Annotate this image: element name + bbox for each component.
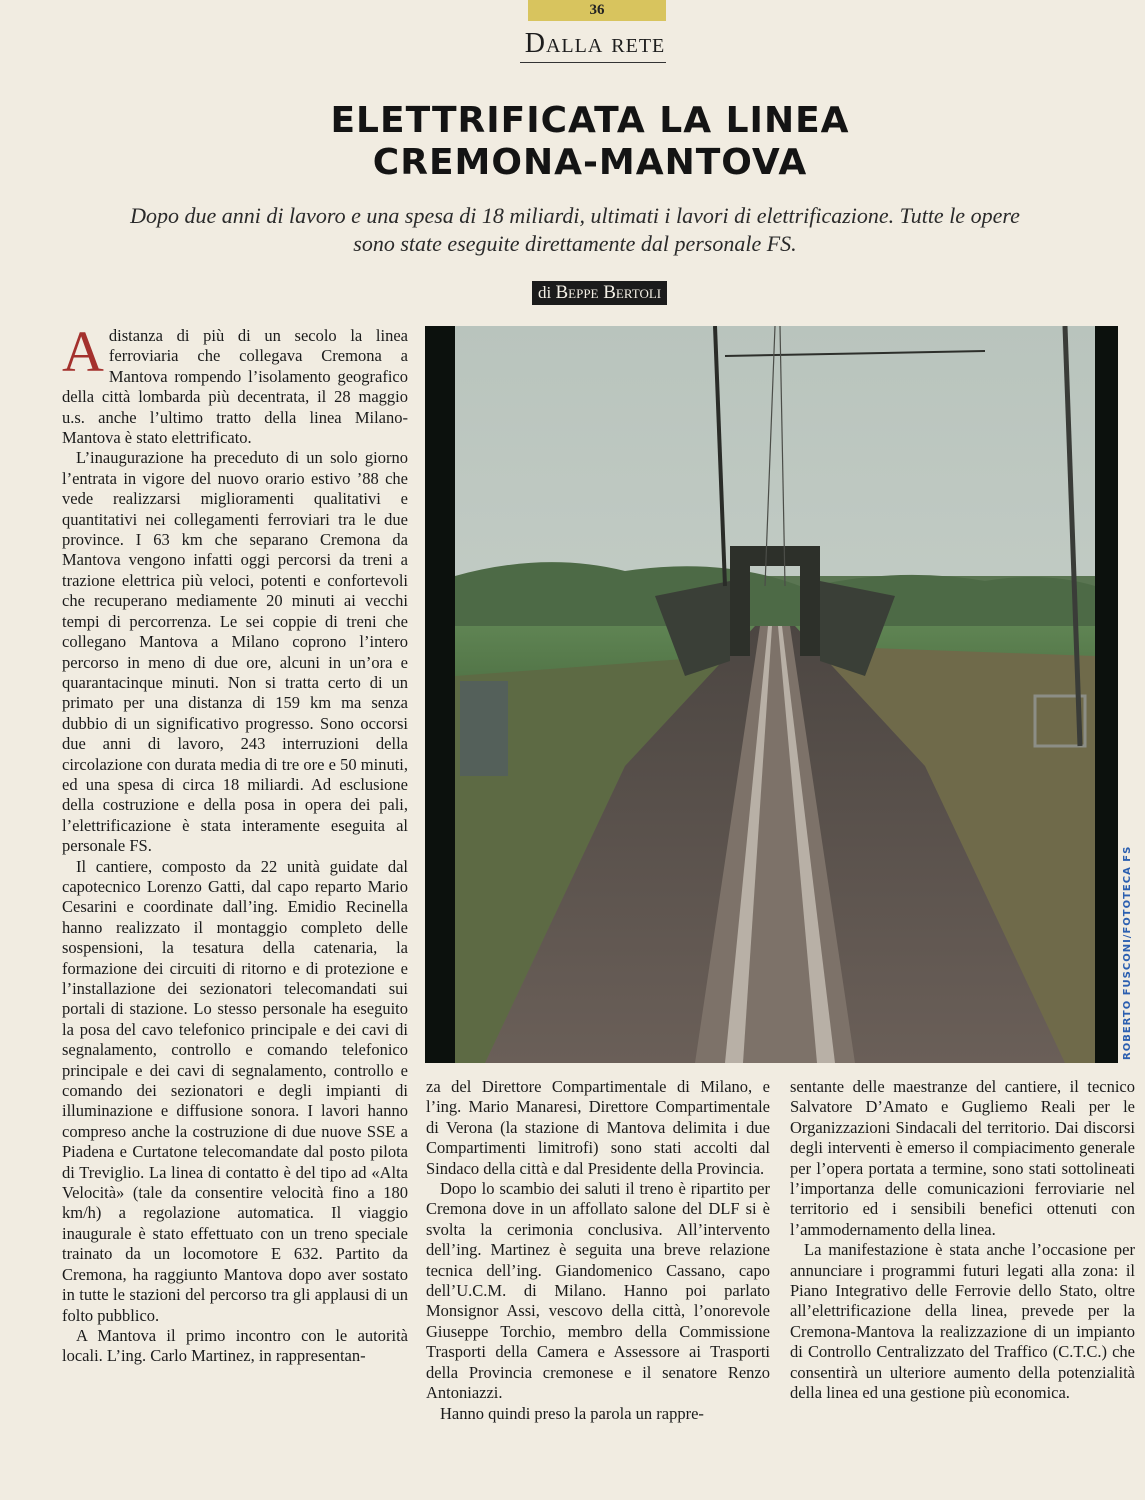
page-number: 36 — [528, 0, 666, 21]
article-column-2 — [426, 1077, 770, 1424]
drop-cap: A — [62, 319, 104, 384]
article-column-3 — [790, 1077, 1135, 1404]
section-title: Dalla rete — [524, 28, 666, 59]
paragraph: Hanno quindi preso la parola un rappre- — [440, 1403, 704, 1423]
paragraph: A Mantova il primo incontro con le autorità locali. L’ing. Carlo Martinez, in rappresentan- — [62, 1325, 408, 1366]
paragraph: Dopo lo scambio dei saluti il treno è ripartito per Cremona dove in un affollato salone del DLF si è svolta la cerimonia conclusiva. All’intervento dell’ing. Martinez è seguita una breve relazione tecnica dell’ing. Giandomenico Cassano, capo dell’U.C.M. di Milano. Hanno poi parlato Monsignor Assi, vescovo della città, l’onorevole Giuseppe Torchio, membro della Commissione Trasporti della Camera e Assessore ai Trasporti della Provincia cremonese e il senatore Renzo Antoniazzi. — [426, 1179, 770, 1403]
paragraph: sentante delle maestranze del cantiere, il tecnico Salvatore D’Amato e Gugliemo Reali per le Organizzazioni Sindacali del territorio. Dai discorsi degli interventi è emerso il compiacimento generale per l’opera portata a termine, sono stati sottolineati l’importanza delle comunicazioni ferroviarie nel territorio ed i sensibili benefici ottenuti con l’ammodernamento della linea. — [790, 1077, 1135, 1239]
byline-prefix: di — [538, 283, 552, 302]
headline — [180, 100, 1000, 184]
section-rule — [520, 62, 666, 63]
paragraph: Il cantiere, composto da 22 unità guidate dal capotecnico Lorenzo Gatti, dal capo reparto Mario Cesarini e coordinate dall’ing. Emidio Recinella hanno realizzato il montaggio completo delle sospensioni, la tesatura della catenaria, la formazione dei circuiti di ritorno e di protezione e l’installazione dei sezionatori telecomandati sui portali di stazione. Lo stesso personale ha eseguito la posa del cavo telefonico principale e dei cavi di segnalamento, controllo e comando telefonico principale e dei cavi di segnalamento, controllo e comando dei sezionatori e degli impianti di illuminazione e diffusione sonora. I lavori hanno compreso anche la costruzione di due nuove SSE a Piadena e Curtatone telecomandate dal posto pilota di Treviglio. La linea di contatto è del tipo ad «Alta Velocità» (tale da consentire velocità fino a 180 km/h) a regolazione automatica. Il viaggio inaugurale è stato effettuato con un treno speciale trainato da un locomotore E 632. Partito da Cremona, ha raggiunto Mantova dopo aver sostato in tutte le stazioni del percorso tra gli applausi di un folto pubblico. — [62, 856, 408, 1325]
paragraph-text: distanza di più di un secolo la linea ferroviaria che collegava Cremona a Mantova rompendo l’isolamento geografico della città lombarda più decentrata, il 28 maggio u.s. anche l’ultimo tratto della linea Milano-Mantova è stato elettrificato. — [62, 326, 408, 448]
subtitle: Dopo due anni di lavoro e una spesa di 18 miliardi, ultimati i lavori di elettrificazione. Tutte le opere sono state eseguite direttamente dal personale FS. — [130, 203, 1020, 256]
headline-line-2: CREMONA-MANTOVA — [372, 142, 808, 183]
photo-railway-bridge — [425, 326, 1118, 1063]
headline-line-1: ELETTRIFICATA LA LINEA — [330, 100, 850, 141]
byline — [532, 281, 667, 305]
paragraph: za del Direttore Compartimentale di Milano, e l’ing. Mario Manaresi, Direttore Compartimentale di Verona (la stazione di Mantova delimita i due Compartimenti limitrofi) sono stati accolti dal Sindaco della città e dal Presidente della Provincia. — [426, 1077, 770, 1178]
paragraph: L’inaugurazione ha preceduto di un solo giorno l’entrata in vigore del nuovo orario estivo ’88 che vede realizzarsi miglioramenti qualitativi e quantitativi nei collegamenti ferroviari tra le due province. I 63 km che separano Cremona da Mantova vengono infatti oggi percorsi da treni a trazione elettrica più veloci, potenti e confortevoli che recuperano mediamente 20 minuti ai vecchi tempi di percorrenza. Le sei coppie di treni che collegano Mantova a Milano coprono l’intero percorso in meno di due ore, alcuni in un’ora e quarantacinque minuti. Non si tratta certo di un primato per una distanza di 159 km ma senza dubbio di un significativo progresso. Sono occorsi due anni di lavoro, 243 interruzioni della circolazione con durata media di tre ore e 50 minuti, ed una spesa di circa 18 miliardi. Ad esclusione della costruzione e della posa in opera dei pali, l’elettrificazione è stata interamente eseguita al personale FS. — [62, 448, 408, 856]
paragraph: La manifestazione è stata anche l’occasione per annunciare i programmi futuri legati alla zona: il Piano Integrativo delle Ferrovie dello Stato, oltre all’elettrificazione della linea, prevede per la Cremona-Mantova la realizzazione di un impianto di Controllo Centralizzato del Traffico (C.T.C.) che consentirà un ulteriore aumento della potenzialità della linea ed una gestione più economica. — [790, 1240, 1135, 1403]
article-column-1 — [62, 319, 408, 1367]
photo-credit: ROBERTO FUSCONI/FOTOTECA FS — [1122, 845, 1133, 1060]
paragraph — [62, 319, 408, 448]
byline-author: Beppe Bertoli — [555, 282, 662, 303]
